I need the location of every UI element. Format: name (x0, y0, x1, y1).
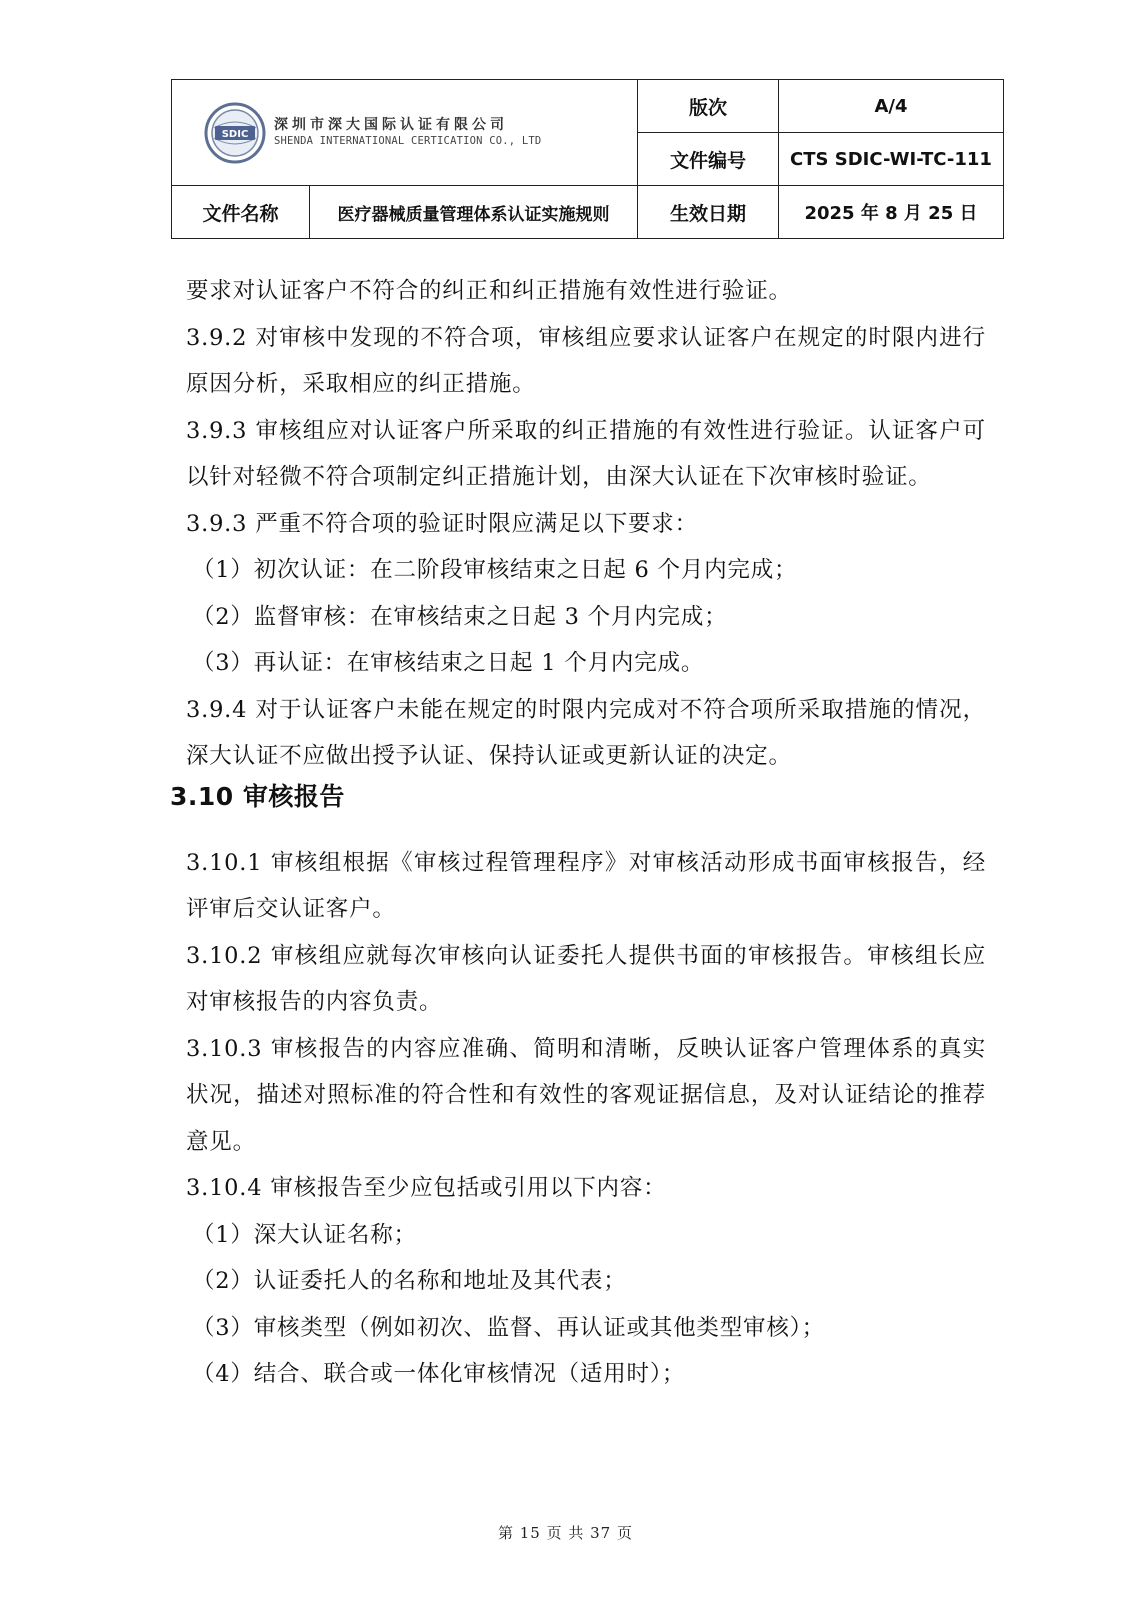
clause-3-9-2: 3.9.2 对审核中发现的不符合项，审核组应要求认证客户在规定的时限内进行原因分析，采取相应的纠正措施。 (186, 324, 986, 397)
doc-number-value: CTS SDIC-WI-TC-111 (779, 133, 1004, 186)
logo-monogram: SDIC (221, 128, 249, 140)
section-heading: 3.10 审核报告 (170, 781, 345, 811)
doc-name-label: 文件名称 (172, 186, 310, 239)
company-name-cn: 深圳市深大国际认证有限公司 (274, 117, 508, 134)
effective-date-label: 生效日期 (638, 186, 779, 239)
list-item: （2）认证委托人的名称和地址及其代表； (192, 1268, 627, 1294)
company-name-en: SHENDA INTERNATIONAL CERTICATION CO., LTD (274, 134, 542, 147)
list-item: （1）初次认证：在二阶段审核结束之日起 6 个月内完成； (192, 557, 798, 583)
doc-name-value: 医疗器械质量管理体系认证实施规则 (310, 186, 638, 239)
clause-3-10-3: 3.10.3 审核报告的内容应准确、简明和清晰，反映认证客户管理体系的真实状况，描述对照标准的符合性和有效性的客观证据信息，及对认证结论的推荐意见。 (186, 1035, 986, 1155)
version-value: A/4 (779, 80, 1004, 133)
paragraph: 要求对认证客户不符合的纠正和纠正措施有效性进行验证。 (186, 278, 792, 304)
clause-3-10-1: 3.10.1 审核组根据《审核过程管理程序》对审核活动形成书面审核报告，经评审后交认证客户。 (186, 849, 986, 922)
list-item: （2）监督审核：在审核结束之日起 3 个月内完成； (192, 603, 728, 630)
document-body (170, 268, 986, 1398)
list-item: （3）再认证：在审核结束之日起 1 个月内完成。 (192, 650, 705, 676)
list-item: （3）审核类型（例如初次、监督、再认证或其他类型审核）； (192, 1314, 825, 1341)
document-header-table (171, 79, 1004, 239)
effective-date-value: 2025 年 8 月 25 日 (779, 186, 1004, 239)
company-logo-icon (204, 102, 266, 164)
clause-3-9-3-a: 3.9.3 审核组应对认证客户所采取的纠正措施的有效性进行验证。认证客户可以针对轻微不符合项制定纠正措施计划，由深大认证在下次审核时验证。 (186, 417, 986, 490)
list-item: （1）深大认证名称； (192, 1221, 417, 1248)
page-number: 第 15 页 共 37 页 (497, 1524, 633, 1542)
company-logo-cell (172, 80, 638, 186)
clause-3-9-3-b: 3.9.3 严重不符合项的验证时限应满足以下要求： (186, 510, 698, 537)
clause-3-9-4: 3.9.4 对于认证客户未能在规定的时限内完成对不符合项所采取措施的情况，深大认证不应做出授予认证、保持认证或更新认证的决定。 (186, 696, 986, 769)
version-label: 版次 (638, 80, 779, 133)
clause-3-10-2: 3.10.2 审核组应就每次审核向认证委托人提供书面的审核报告。审核组长应对审核报告的内容负责。 (186, 942, 986, 1015)
list-item: （4）结合、联合或一体化审核情况（适用时）； (192, 1361, 686, 1387)
clause-3-10-4: 3.10.4 审核报告至少应包括或引用以下内容： (186, 1175, 667, 1201)
doc-number-label: 文件编号 (638, 133, 779, 186)
